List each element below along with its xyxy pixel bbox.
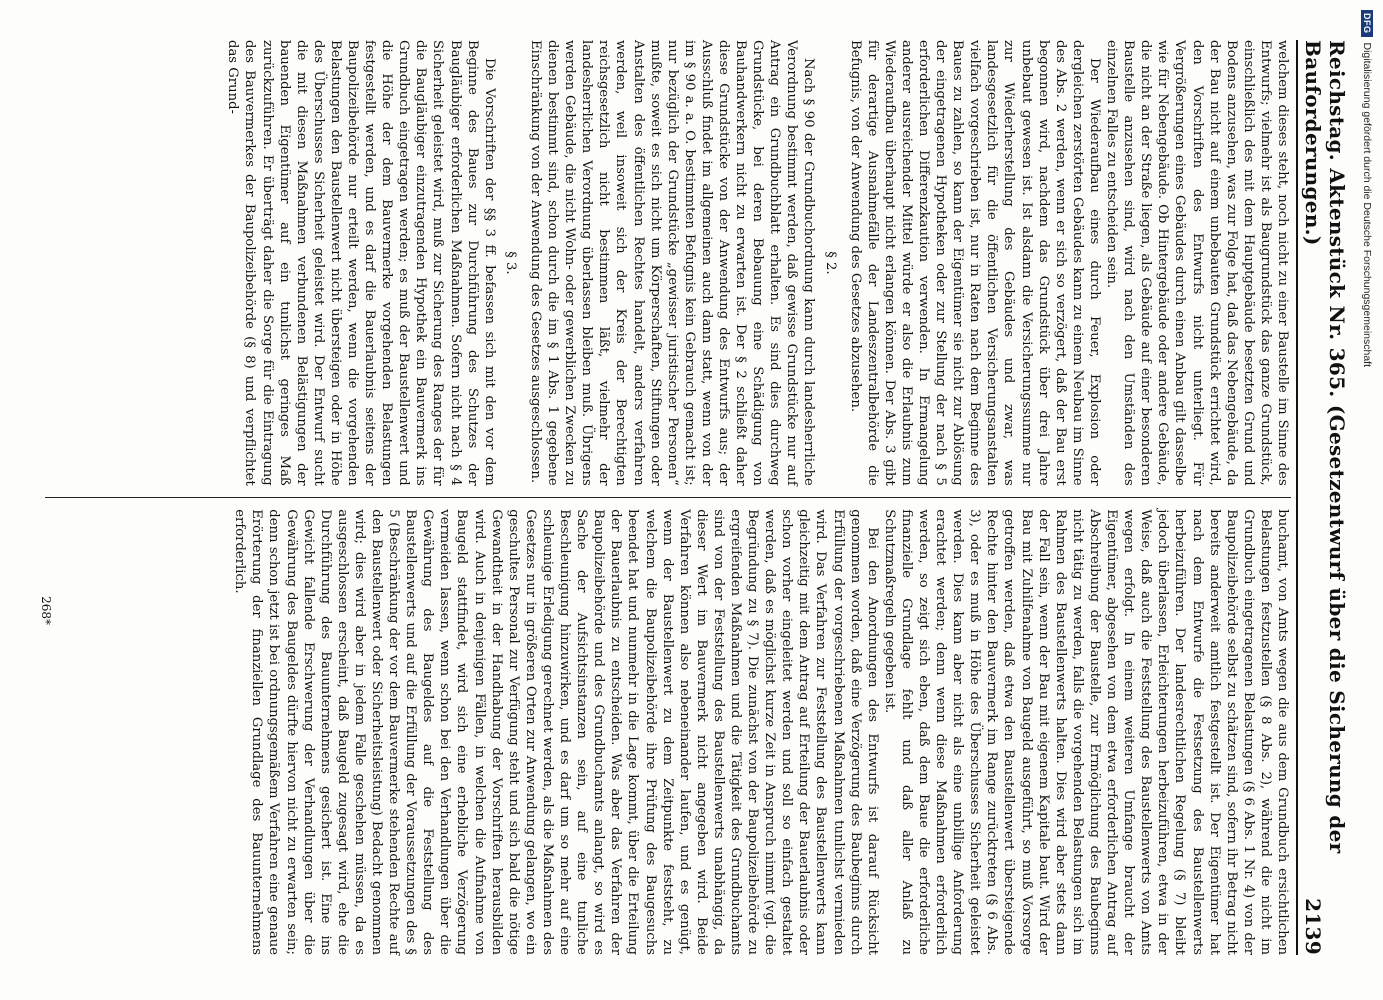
credit-text: Digitalisierung gefördert durch die Deutsche Forschungsgemeinschaft [1361, 42, 1373, 368]
digitization-credit [1356, 10, 1378, 990]
paragraph: Der Wiederaufbau eines durch Feuer, Explosion oder dergleichen zerstörten Gebäudes kann zu einem Neubau im Sinne des Abs. 2 werden, wenn er sich so verzögert, daß der Bau erst begonnen wird, nachdem das Grundstück über drei Jahre unbebaut gewesen ist. Ist alsdann die Versicherungssumme nur zur Wiederherstellung des Gebäudes und zwar, was landesgesetzlich für die öffentlichen Versicherungsanstalten vielfach vorgeschrieben ist, nur in Raten nach dem Beginne des Baues zu zahlen, so kann der Eigentümer sie nicht zur Ablösung der eingetragenen Hypotheken oder zur Stellung der nach § 5 erforderlichen Differenzkaution verwenden. In Ermangelung anderer ausreichender Mittel würde er also die Erlaubnis zum Wiederaufbau überhaupt nicht erlangen können. Der Abs. 3 gibt für derartige Ausnahmefälle der Landeszentralbehörde die Befugnis, von der Anwendung des Gesetzes abzusehen. [847, 40, 1102, 486]
paragraph: Nach § 90 der Grundbuchordnung kann durch landesherrliche Verordnung bestimmt werden, daß gewisse Grundstücke nur auf Antrag ein Grundbuchblatt erhalten. Es sind dies durchweg Grundstücke, bei deren Bebauung eine Schädigung von Bauhandwerkern nicht zu erwarten ist. Der § 2 schließt daher diese Grundstücke von der Anwendung des Entwurfs aus; der Ausschluß findet im allgemeinen auch dann statt, wenn von der im § 90 a. a. O. bestimmten Befugnis kein Gebrauch gemacht ist; nur bezüglich der Grundstücke „gewisser juristischer Personen“ mußte, soweit es sich nicht um Körperschaften, Stiftungen oder Anstalten des öffentlichen Rechtes handelt, anders verfahren werden, weil insoweit sich der Kreis der Berechtigten reichsgesetzlich nicht bestimmen läßt, vielmehr der landesherrlichen Verordnung überlassen bleiben muß. Übrigens werden Gebäude, die nicht Wohn- oder gewerblichen Zwecken zu dienen bestimmt sind, schon durch die im § 1 Abs. 1 gegebene Einschränkung von der Anwendung des Gesetzes ausgeschlossen. [527, 40, 817, 486]
running-header [1296, 40, 1349, 955]
column-divider [45, 497, 1291, 499]
section-heading: § 2. [822, 251, 838, 275]
header-title: Reichstag. Aktenstück Nr. 365. (Gesetzentwurf über die Sicherung der Bauforderungen.) [1301, 40, 1349, 854]
left-column [45, 40, 1291, 486]
page-number: 2139 [1301, 898, 1325, 955]
sheet-mark: 268* [39, 596, 53, 625]
right-column [45, 509, 1291, 955]
text-columns [45, 40, 1291, 955]
paragraph: Bei den Anordnungen des Entwurfs ist darauf Rücksicht genommen worden, daß eine Verzögerung des Baubeginns durch Erfüllung der vorgeschriebenen Maßnahmen tunlichst vermieden wird. Das Verfahren zur Feststellung des Baustellenwerts kann gleichzeitig mit dem Antrag auf Erteilung der Bauerlaubnis oder schon vorher eingeleitet werden und soll so einfach gestaltet werden, daß es möglichst kurze Zeit in Anspruch nimmt (vgl. die Begründung zu § 7). Die zunächst von der Baupolizeibehörde zu ergreifenden Maßnahmen und die Tätigkeit des Grundbuchamts sind von der Feststellung des Baustellenwerts unabhängig, da dieser Wert im Bauvermerk nicht angegeben wird. Beide Verfahren können also nebeneinander laufen, und es genügt, wenn der Baustellenwert zu dem Zeitpunkte feststeht, zu welchem die Baupolizeibehörde ihre Prüfung des Baugesuchs beendet hat und nunmehr in die Lage kommt, über die Erteilung der Bauerlaubnis zu entscheiden. Was aber das Verfahren der Baupolizeibehörde und des Grundbuchamts anlangt, so wird es Sache der Aufsichtsinstanzen sein, auf eine tunliche Beschleunigung hinzuwirken, und es darf um so mehr auf eine schleunige Erledigung gerechnet werden, als die Maßnahmen des Gesetzes nur in größeren Orten zur Anwendung gelangen, wo ein geschultes Personal zur Verfügung steht und sich bald die nötige Gewandtheit in der Handhabung der Vorschriften herausbilden wird. Auch in denjenigen Fällen, in welchen die Aufnahme von Baugeld stattfindet, wird sich eine erhebliche Verzögerung vermeiden lassen, wenn schon bei den Verhandlungen über die Gewährung des Baugeldes auf die Feststellung des Baustellenwerts und auf die Erfüllung der Voraussetzungen des § 5 (Beschränkung der vor dem Bauvermerke stehenden Rechte auf den Baustellenwert oder Sicherheitsleistung) Bedacht genommen wird; dies wird aber in jedem Falle geschehen müssen, da es ausgeschlossen erscheint, daß Baugeld zugesagt wird, ehe die Durchführung des Bauunternehmens gesichert ist. Eine ins Gewicht fallende Erschwerung der Verhandlungen über die Gewährung des Baugeldes dürfte hiervon nicht zu erwarten sein; denn schon jetzt ist bei ordnungsgemäßem Verfahren eine genaue Erörterung der finanziellen Grundlage des Bauunternehmens erforderlich. [232, 509, 880, 955]
paragraph: Die Vorschriften der §§ 3 ff. befassen sich mit den vor dem Beginne des Baues zur Durchführung des Schutzes der Baugläubiger erforderlichen Maßnahmen. Sofern nicht nach § 4 Sicherheit geleistet wird, muß zur Sicherung des Ranges der für die Baugläubiger einzutragenden Hypothek ein Bauvermerk ins Grundbuch eingetragen werden; es muß der Baustellenwert und die Höhe der dem Bauvermerke vorgehenden Belastungen festgestellt werden, und es darf die Bauerlaubnis seitens der Baupolizeibehörde nur erteilt werden, wenn die vorgehenden Belastungen den Baustellenwert nicht übersteigen oder in Höhe des Überschusses Sicherheit geleistet wird. Der Entwurf sucht die mit diesen Maßnahmen verbundenen Belästigungen der bauenden Eigentümer auf ein tunlichst geringes Maß zurückzuführen. Er überträgt daher die Sorge für die Eintragung des Bauvermerkes der Baupolizeibehörde (§ 8) und verpflichtet das Grund- [225, 40, 497, 486]
section-heading: § 3. [502, 251, 518, 275]
page-body [39, 40, 1349, 955]
dfg-logo: DFG [1361, 10, 1373, 37]
paragraph: buchamt, von Amts wegen die aus dem Grundbuch ersichtlichen Belastungen festzustellen (§ 8 Abs. 2), während die nicht im Grundbuch eingetragenen Belastungen (§ 6 Abs. 1 Nr. 4) von der Baupolizeibehörde selbst zu schätzen sind, sofern ihr Betrag nicht bereits anderweit amtlich festgestellt ist. Der Eigentümer hat nach dem Entwurfe die Festsetzung des Baustellenwerts herbeizuführen. Der landesrechtlichen Regelung (§ 7) bleibt jedoch überlassen, Erleichterungen herbeizuführen, etwa in der Weise, daß auch die Feststellung des Baustellenwerts von Amts wegen erfolgt. In einem weiteren Umfange braucht der Eigentümer, abgesehen von dem etwa erforderlichen Antrag auf Abschreibung der Baustelle, zur Ermöglichung des Baubeginns nicht tätig zu werden, falls die vorgehenden Belastungen sich im Rahmen des Baustellenwerts halten. Dies wird aber stets dann der Fall sein, wenn der Bau mit eigenem Kapitale baut. Wird der Bau mit Zuhilfenahme von Baugeld ausgeführt, so muß Vorsorge getroffen werden, daß etwa den Baustellenwert übersteigende Rechte hinter den Bauvermerk im Range zurücktreten (§ 6 Abs. 3), oder es muß in Höhe des Überschusses Sicherheit geleistet werden. Dies kann aber nicht als eine unbillige Anforderung erachtet werden; denn wenn diese Maßnahmen erforderlich werden, so zeigt sich eben, daß dem Baue die erforderliche finanzielle Grundlage fehlt und daß aller Anlaß zu Schutzmaßregeln gegeben ist. [881, 509, 1290, 955]
paragraph: welchem dieses steht, noch nicht zu einer Baustelle im Sinne des Entwurfs; vielmehr ist als Baugrundstück das ganze Grundstück, einschließlich des mit dem Hauptgebäude besetzten Grund und Bodens anzusehen, was zur Folge hat, daß das Nebengebäude, da der Bau nicht auf einem unbebauten Grundstück errichtet wird, den Vorschriften des Entwurfs nicht unterliegt. Für Vergrößerungen eines Gebäudes durch einen Anbau gilt dasselbe wie für Nebengebäude. Ob Hintergebäude oder andere Gebäude, die nicht an der Straße liegen, als Gebäude auf einer besonderen Baustelle anzusehen sind, wird nach den Umständen des einzelnen Falles zu entscheiden sein. [1104, 40, 1290, 486]
